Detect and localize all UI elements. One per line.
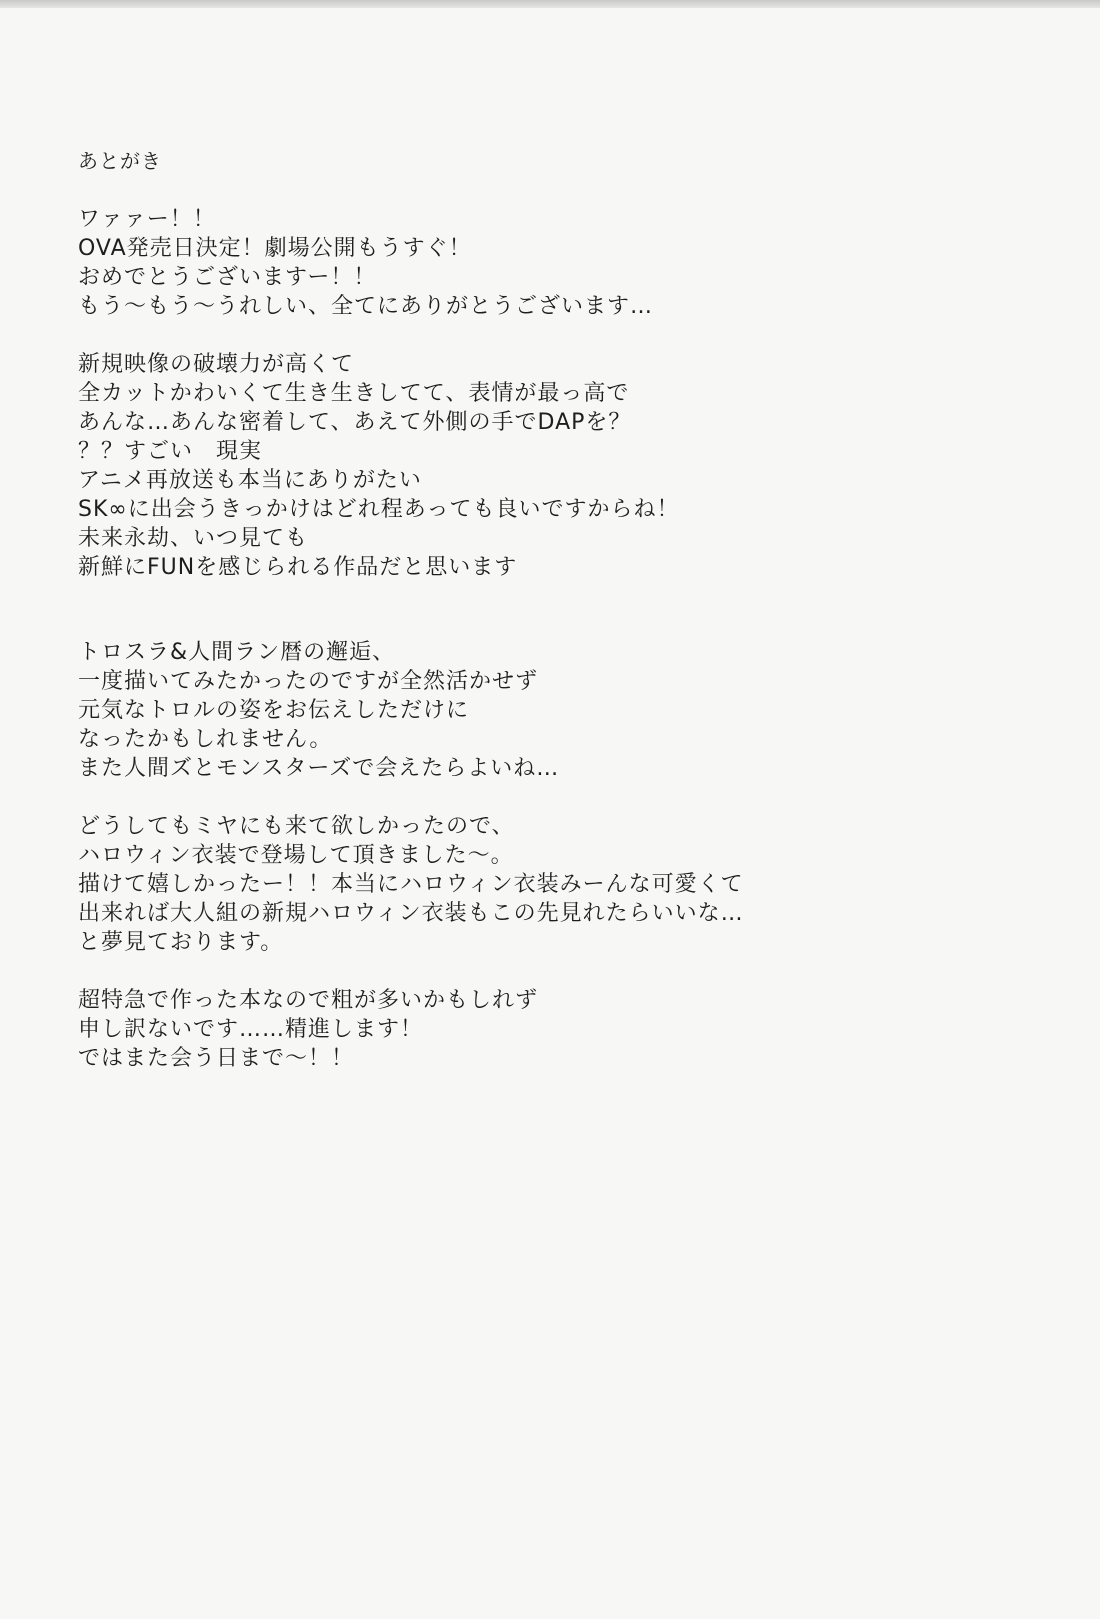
document-page — [0, 8, 1100, 1619]
afterword-title: あとがき — [78, 149, 162, 173]
text-line: 一度描いてみたかったのですが全然活かせず — [78, 669, 539, 694]
text-line: また人間ズとモンスターズで会えたらよいね… — [78, 756, 560, 781]
text-line: 元気なトロルの姿をお伝えしただけに — [78, 698, 470, 723]
text-line: SK∞に出会うきっかけはどれ程あっても良いですからね！ — [78, 497, 680, 522]
text-line: おめでとうございますー！！ — [78, 265, 377, 290]
text-line: 未来永劫、いつ見ても — [78, 526, 309, 551]
text-line: 新鮮にFUNを感じられる作品だと思います — [78, 555, 518, 580]
text-line: 新規映像の破壊力が高くて — [78, 352, 355, 377]
text-line: なったかもしれません。 — [78, 727, 333, 752]
paragraph-encounter — [78, 638, 978, 783]
text-line: 全カットかわいくて生き生きしてて、表情が最っ高で — [78, 381, 630, 406]
page-top-edge — [0, 0, 1100, 8]
afterword-text-block — [78, 147, 978, 1073]
text-line: ？？すごい 現実 — [78, 439, 263, 464]
text-line: アニメ再放送も本当にありがたい — [78, 468, 422, 493]
text-line: 超特急で作った本なので粗が多いかもしれず — [78, 988, 539, 1013]
text-line: もう～もう～うれしい、全てにありがとうございます… — [78, 294, 654, 319]
text-line: 描けて嬉しかったー！！本当にハロウィン衣装みーんな可愛くて — [78, 872, 744, 897]
text-line: 申し訳ないです……精進します！ — [78, 1017, 424, 1042]
text-line: 出来れば大人組の新規ハロウィン衣装もこの先見れたらいいな… — [78, 901, 744, 926]
paragraph-halloween — [78, 812, 978, 957]
text-line: ハロウィン衣装で登場して頂きました～。 — [78, 843, 514, 868]
text-line: と夢見ております。 — [78, 930, 284, 955]
text-line: トロスラ&人間ラン暦の邂逅、 — [78, 640, 396, 665]
text-line: OVA発売日決定！劇場公開もうすぐ！ — [78, 236, 472, 261]
text-line: どうしてもミヤにも来て欲しかったので、 — [78, 814, 515, 839]
text-line: ワァァー！！ — [78, 207, 216, 232]
paragraph-new-footage — [78, 350, 978, 582]
paragraph-celebration — [78, 205, 978, 321]
text-line: ではまた会う日まで～！！ — [78, 1046, 355, 1071]
paragraph-closing — [78, 986, 978, 1073]
text-line: あんな…あんな密着して、あえて外側の手でDAPを？ — [78, 410, 632, 435]
